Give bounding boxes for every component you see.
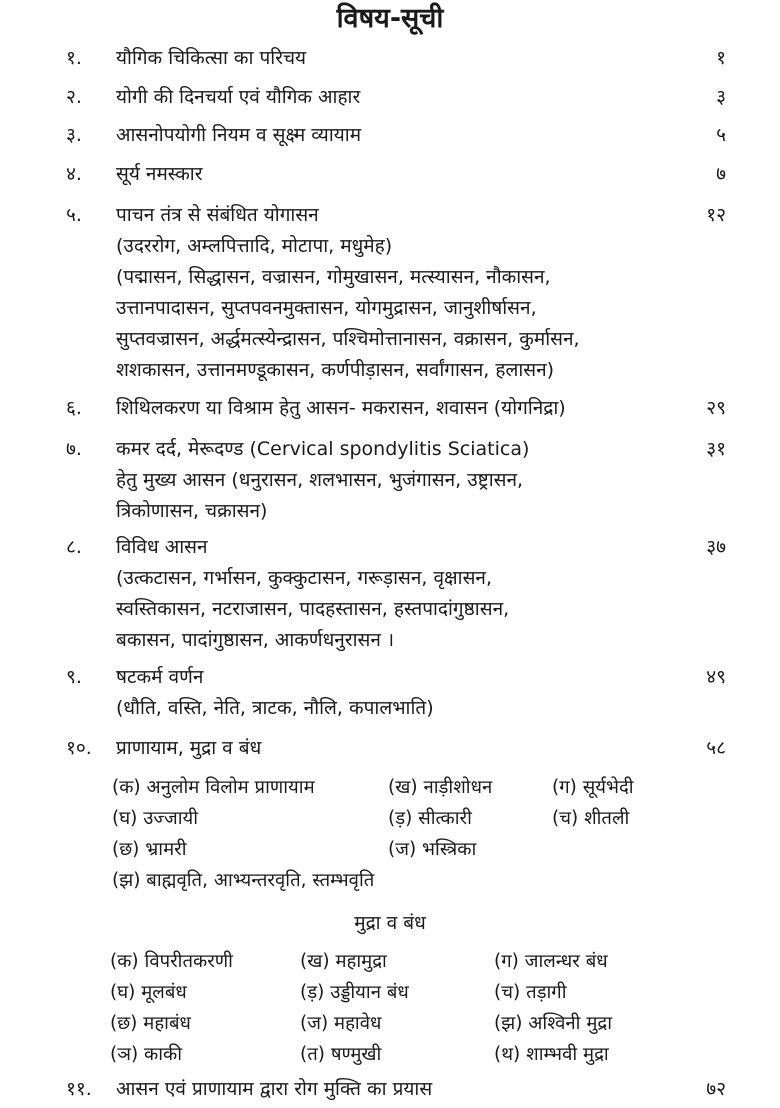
- list-item: (ज) महावेध: [300, 1013, 382, 1034]
- entry-title: कमर दर्द, मेरूदण्ड (Cervical spondylitis Sciatica): [116, 438, 530, 460]
- entry-page: ७२: [706, 1078, 726, 1100]
- entry-page: ३१: [706, 438, 726, 460]
- list-item: (थ) शाम्भवी मुद्रा: [494, 1044, 609, 1065]
- list-row: [110, 946, 710, 977]
- list-row: [112, 803, 712, 834]
- list-row: [112, 772, 712, 803]
- entry-number: ५.: [66, 204, 82, 226]
- entry-subline: हेतु मुख्य आसन (धनुरासन, शलभासन, भुजंगासन, उष्ट्रासन,: [116, 469, 524, 491]
- entry-subline: शशकासन, उत्तानमण्डूकासन, कर्णपीड़ासन, सर्वांगासन, हलासन): [116, 359, 555, 381]
- entry-number: ६.: [66, 397, 82, 419]
- entry-page: ४९: [706, 666, 726, 688]
- entry-title: पाचन तंत्र से संबंधित योगासन: [116, 204, 319, 226]
- toc-entry-1: [66, 43, 726, 74]
- list-row: [110, 977, 710, 1008]
- toc-entry-5: [66, 200, 726, 386]
- entry-title: सूर्य नमस्कार: [116, 163, 203, 185]
- toc-entry-6: [66, 393, 726, 424]
- toc-entry-2: [66, 82, 726, 113]
- toc-entry-3: [66, 120, 726, 151]
- list-item: (क) विपरीतकरणी: [110, 951, 233, 972]
- entry-number: ९.: [66, 666, 82, 688]
- entry-subline: स्वस्तिकासन, नटराजासन, पादहस्तासन, हस्तपादांगुष्ठासन,: [116, 598, 510, 620]
- entry-number: ४.: [66, 163, 82, 185]
- entry-subline: (धौति, वस्ति, नेति, त्राटक, नौलि, कपालभाति): [116, 697, 434, 719]
- entry-subline: (उदररोग, अम्लपित्तादि, मोटापा, मधुमेह): [116, 235, 393, 257]
- list-row: [110, 1039, 710, 1070]
- entry-number: ३.: [66, 124, 82, 146]
- entry-title: शिथिलकरण या विश्राम हेतु आसन- मकरासन, शवासन (योगनिद्रा): [116, 397, 566, 419]
- list-item: (ड़) सीत्कारी: [388, 808, 472, 829]
- entry-number: १.: [66, 47, 82, 69]
- list-row: [112, 834, 712, 865]
- list-item: (छ) महाबंध: [110, 1013, 191, 1034]
- entry-title: प्राणायाम, मुद्रा व बंध: [116, 737, 262, 759]
- mudra-list: [110, 946, 710, 1070]
- page-title: विषय-सूची: [336, 3, 444, 34]
- list-row: [110, 1008, 710, 1039]
- entry-subline: उत्तानपादासन, सुप्तपवनमुक्तासन, योगमुद्रासन, जानुशीर्षासन,: [116, 297, 537, 319]
- toc-entry-10: [66, 733, 726, 764]
- list-item: (ड़) उड्डीयान बंध: [300, 982, 409, 1003]
- entry-number: २.: [66, 86, 82, 108]
- list-item: (ज) भस्त्रिका: [388, 839, 477, 860]
- list-item: (ग) सूर्यभेदी: [552, 777, 634, 798]
- list-item: (झ) अश्विनी मुद्रा: [494, 1013, 612, 1034]
- entry-number: १०.: [66, 737, 92, 759]
- entry-page: ५८: [706, 737, 726, 759]
- list-item: (झ) बाह्मवृति, आभ्यन्तरवृति, स्तम्भवृति: [112, 870, 375, 891]
- entry-page: २९: [706, 397, 726, 419]
- entry-title: आसनोपयोगी नियम व सूक्ष्म व्यायाम: [116, 124, 362, 146]
- list-item: (क) अनुलोम विलोम प्राणायाम: [112, 777, 315, 798]
- entry-page: ३७: [706, 536, 726, 558]
- entry-subline: त्रिकोणासन, चक्रासन): [116, 500, 268, 522]
- entry-subline: बकासन, पादांगुष्ठासन, आकर्णधनुरासन ।: [116, 629, 395, 651]
- entry-page: १: [716, 47, 726, 69]
- entry-number: ७.: [66, 438, 82, 460]
- entry-title: आसन एवं प्राणायाम द्वारा रोग मुक्ति का प्रयास: [116, 1078, 433, 1100]
- entry-page: ३: [716, 86, 726, 108]
- list-item: (च) तड़ागी: [494, 982, 567, 1003]
- list-item: (त) षण्मुखी: [300, 1044, 382, 1065]
- toc-entry-9: [66, 662, 726, 724]
- list-item: (ख) नाड़ीशोधन: [388, 777, 493, 798]
- entry-title: यौगिक चिकित्सा का परिचय: [116, 47, 307, 69]
- list-item: (छ) भ्रामरी: [112, 839, 187, 860]
- entry-title: विविध आसन: [116, 536, 208, 558]
- entry-page: ७: [716, 163, 726, 185]
- list-item: (घ) मूलबंध: [110, 982, 187, 1003]
- pranayama-list: [112, 772, 712, 896]
- toc-entry-7: [66, 434, 726, 527]
- entry-title: योगी की दिनचर्या एवं यौगिक आहार: [116, 86, 361, 108]
- entry-number: ११.: [66, 1078, 92, 1100]
- toc-entry-4: [66, 159, 726, 190]
- entry-page: १२: [706, 204, 726, 226]
- entry-subline: (पद्मासन, सिद्धासन, वज्रासन, गोमुखासन, मत्स्यासन, नौकासन,: [116, 266, 551, 288]
- entry-subline: (उत्कटासन, गर्भासन, कुक्कुटासन, गरूड़ासन, वृक्षासन,: [116, 567, 493, 589]
- list-item: (ञ) काकी: [110, 1044, 183, 1065]
- toc-entry-11: [66, 1074, 726, 1105]
- entry-subline: सुप्तवज्रासन, अर्द्धमत्स्येन्द्रासन, पश्चिमोत्तानासन, वक्रासन, कुर्मासन,: [116, 328, 580, 350]
- entry-page: ५: [716, 124, 726, 146]
- list-item: (च) शीतली: [552, 808, 630, 829]
- entry-number: ८.: [66, 536, 82, 558]
- list-item: (ख) महामुद्रा: [300, 951, 387, 972]
- list-row: [112, 865, 712, 896]
- mudra-heading: मुद्रा व बंध: [354, 912, 426, 934]
- list-item: (घ) उज्जायी: [112, 808, 199, 829]
- list-item: (ग) जालन्धर बंध: [494, 951, 608, 972]
- toc-entry-8: [66, 532, 726, 656]
- entry-title: षटकर्म वर्णन: [116, 666, 204, 688]
